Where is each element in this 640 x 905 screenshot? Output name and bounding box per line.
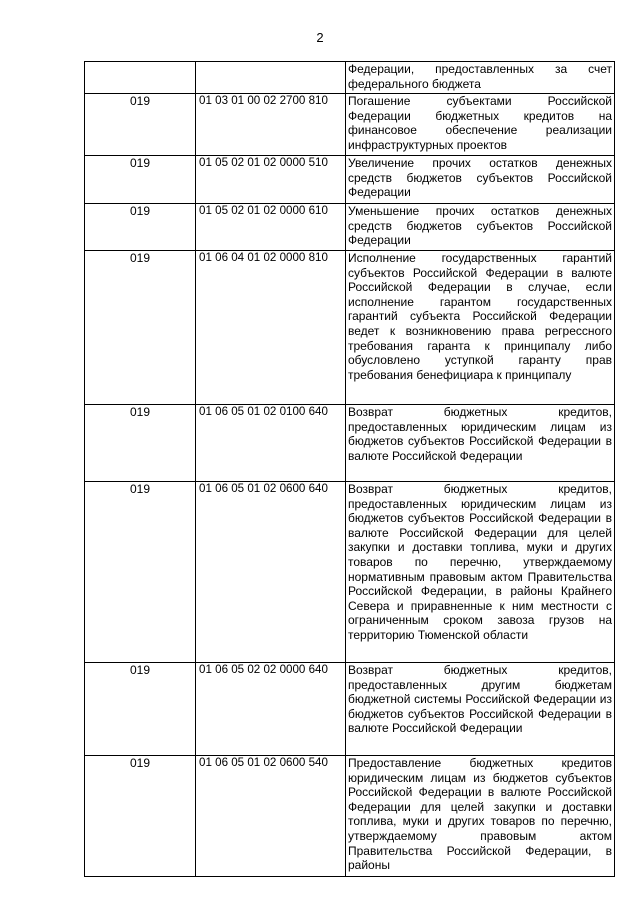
table-row xyxy=(85,94,615,156)
budget-code-cell: 01 06 05 02 02 0000 640 xyxy=(196,663,346,756)
table-row xyxy=(85,482,615,663)
admin-code-cell: 019 xyxy=(85,482,196,663)
admin-code-cell: 019 xyxy=(85,156,196,204)
table-row xyxy=(85,251,615,405)
description-cell: Возврат бюджетных кредитов, предоставленных другим бюджетам бюджетной системы Российской Федерации из бюджетов субъектов Российской Федерации в валюте Российской Федерации xyxy=(346,663,615,756)
budget-code-cell: 01 06 05 01 02 0100 640 xyxy=(196,405,346,482)
description-cell: Предоставление бюджетных кредитов юридическим лицам из бюджетов субъектов Российской Федерации в валюте Российской Федерации для целей закупки и доставки топлива, муки и других товаров по перечню, утверждаемому правовым актом Правительства Российской Федерации, в районы xyxy=(346,756,615,877)
admin-code-cell: 019 xyxy=(85,204,196,251)
budget-code-cell: 01 05 02 01 02 0000 610 xyxy=(196,204,346,251)
budget-code-cell: 01 03 01 00 02 2700 810 xyxy=(196,94,346,156)
admin-code-cell xyxy=(85,62,196,94)
budget-code-cell: 01 05 02 01 02 0000 510 xyxy=(196,156,346,204)
admin-code-cell: 019 xyxy=(85,663,196,756)
budget-classification-table xyxy=(84,61,615,877)
description-cell: Возврат бюджетных кредитов, предоставленных юридическим лицам из бюджетов субъектов Российской Федерации в валюте Российской Федерации для целей закупки и доставки топлива, муки и других товаров по перечню, утверждаемому нормативным правовым актом Правительства Российской Федерации, в районы Крайнего Севера и приравненные к ним местности с ограниченным сроком завоза грузов на территорию Тюменской области xyxy=(346,482,615,663)
description-cell: Федерации, предоставленных за счет федерального бюджета xyxy=(346,62,615,94)
table-row xyxy=(85,62,615,94)
page-number: 2 xyxy=(316,30,324,45)
description-cell: Возврат бюджетных кредитов, предоставленных юридическим лицам из бюджетов субъектов Российской Федерации в валюте Российской Федерации xyxy=(346,405,615,482)
budget-code-cell: 01 06 05 01 02 0600 540 xyxy=(196,756,346,877)
budget-code-cell xyxy=(196,62,346,94)
admin-code-cell: 019 xyxy=(85,251,196,405)
budget-code-cell: 01 06 05 01 02 0600 640 xyxy=(196,482,346,663)
table-row xyxy=(85,405,615,482)
table-row xyxy=(85,156,615,204)
admin-code-cell: 019 xyxy=(85,756,196,877)
description-cell: Увеличение прочих остатков денежных средств бюджетов субъектов Российской Федерации xyxy=(346,156,615,204)
admin-code-cell: 019 xyxy=(85,94,196,156)
description-cell: Погашение субъектами Российской Федерации бюджетных кредитов на финансовое обеспечение реализации инфраструктурных проектов xyxy=(346,94,615,156)
description-cell: Исполнение государственных гарантий субъектов Российской Федерации в валюте Российской Федерации в случае, если исполнение гарантом государственных гарантий субъекта Российской Федерации ведет к возникновению права регрессного требования гаранта к принципалу либо обусловлено уступкой гаранту прав требования бенефициара к принципалу xyxy=(346,251,615,405)
table-row xyxy=(85,756,615,877)
table-row xyxy=(85,204,615,251)
admin-code-cell: 019 xyxy=(85,405,196,482)
table-row xyxy=(85,663,615,756)
budget-code-cell: 01 06 04 01 02 0000 810 xyxy=(196,251,346,405)
description-cell: Уменьшение прочих остатков денежных средств бюджетов субъектов Российской Федерации xyxy=(346,204,615,251)
